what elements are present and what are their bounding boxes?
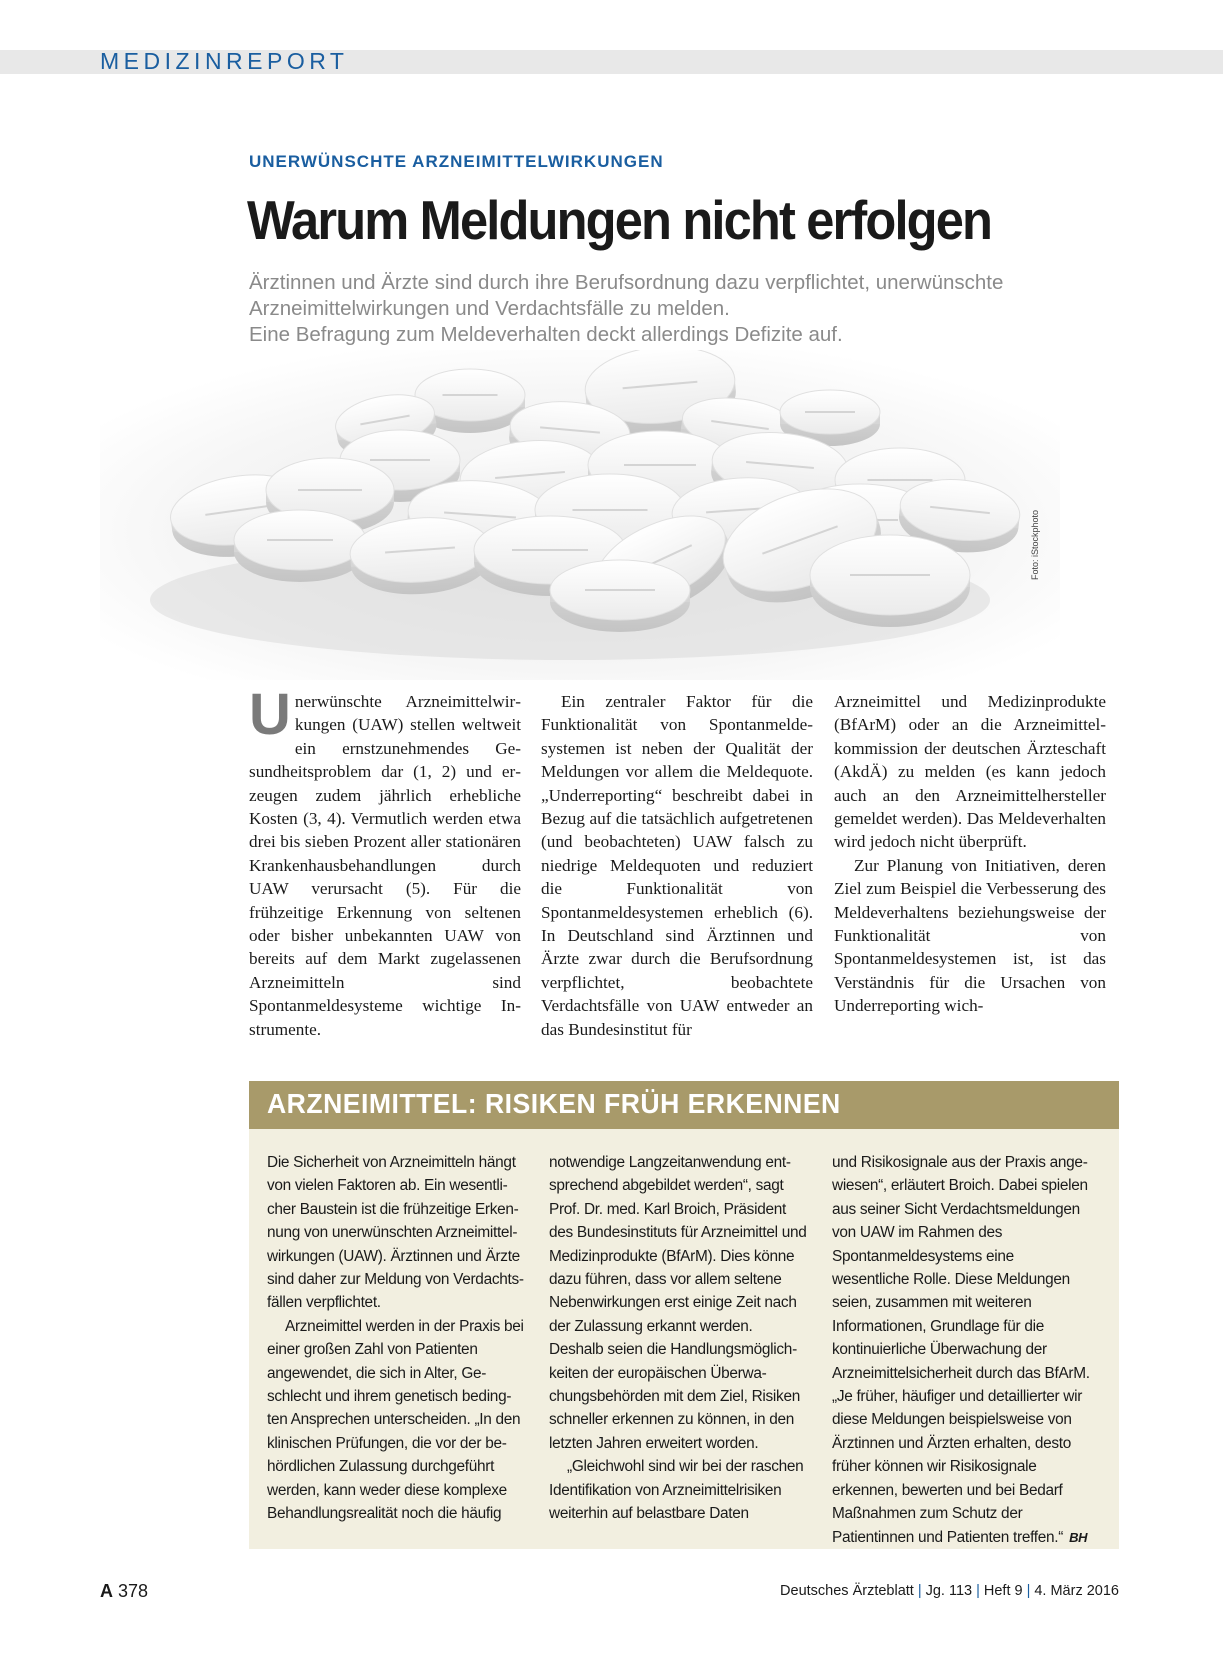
infobox-column-1 <box>267 1151 525 1526</box>
teaser-line: Eine Befragung zum Meldeverhalten deckt allerdings Defizite auf. <box>249 323 843 346</box>
paragraph: Die Sicherheit von Arzneimitteln hängt von vielen Faktoren ab. Ein wesentlicher Baustein ist die frühzeitige Erkennung von unerwünschten Arzneimittelwirkungen (UAW). Ärztinnen und Ärzte sind daher zur Meldung von Verdachtsfällen verpflichtet. <box>267 1154 524 1312</box>
paragraph: und Risikosignale aus der Praxis angewiesen“, erläutert Broich. Dabei spielen aus seiner Sicht Verdachtsmeldungen von UAW im Rahmen des Spontanmeldesystems eine wesentliche Rolle. Diese Meldungen seien, zusammen mit weiteren Informationen, Grundlage für die kontinuierliche Überwachung der Arzneimittelsicherheit durch das BfArM. „Je früher, häufiger und detaillierter wir diese Meldungen beispielsweise von Ärztinnen und Ärzten erhalten, desto früher können wir Risikosignale erkennen, bewerten und bei Bedarf Maßnahmen zum Schutz der Patientinnen und Patienten treffen.“ <box>832 1154 1090 1546</box>
teaser-line: Arzneimittelwirkungen und Verdachtsfälle zu melden. <box>249 297 730 320</box>
article-teaser <box>249 270 1129 348</box>
pill-shape <box>810 535 970 627</box>
paragraph: Ein zentraler Faktor für die Funktionalität von Spontanmeldesystemen ist neben der Qualität der Meldungen vor allem die Meldequote. „Underreporting“ beschreibt dabei in Bezug auf die tatsächlich aufgetretenen (und beobachteten) UAW falsch zu niedrige Meldequoten und reduziert die Funktionalität von Spontanmeldesystemen erheblich (6). In Deutschland sind Ärztinnen und Ärzte zwar durch die Berufsordnung verpflichtet, beobachtete Verdachtsfälle von UAW entweder an das Bundesinstitut für <box>541 692 813 1039</box>
article-column-3 <box>834 690 1106 1018</box>
journal-volume: Jg. 113 <box>925 1583 973 1599</box>
journal-footer: Deutsches Ärzteblatt | Jg. 113 | Heft 9 | 4. März 2016 <box>780 1583 1119 1599</box>
page-prefix: A <box>100 1581 113 1601</box>
drop-cap: U <box>249 682 291 747</box>
journal-date: 4. März 2016 <box>1034 1583 1119 1599</box>
infobox-column-3 <box>832 1151 1090 1549</box>
pills-photo <box>100 350 1060 680</box>
article-column-1 <box>249 682 521 1041</box>
pill-shape <box>234 510 366 582</box>
section-label: MEDIZINREPORT <box>100 48 349 74</box>
paragraph: notwendige Langzeitanwendung entsprechend abgebildet werden“, sagt Prof. Dr. med. Karl Broich, Präsident des Bundesinstituts für Arzneimittel und Medizinprodukte (BfArM). Dies könne dazu führen, dass vor allem seltene Nebenwirkungen erst einige Zeit nach der Zulassung erkannt werden. Deshalb seien die Handlungsmöglichkeiten der europäischen Überwachungsbehörden mit dem Ziel, Risiken schneller erkennen zu können, in den letzten Jahren erweitert worden. <box>549 1154 807 1452</box>
infobox-title-bar <box>249 1081 1119 1129</box>
pill-shape <box>550 560 690 632</box>
paragraph: Zur Planung von Initiativen, deren Ziel zum Beispiel die Verbesserung des Meldeverhaltens beziehungsweise der Funktionalität von Spontanmeldesystemen ist, ist das Verständnis für die Ursachen von Underreporting wich- <box>834 855 1106 1016</box>
journal-issue: Heft 9 <box>983 1583 1023 1599</box>
journal-name: Deutsches Ärzteblatt <box>780 1583 914 1599</box>
paragraph: Arzneimittel werden in der Praxis bei einer großen Zahl von Patienten angewendet, die sich in Alter, Geschlecht und ihrem genetisch bedingten Ansprechen unterscheiden. „In den klinischen Prüfungen, die vor der behördlichen Zulassung durchgeführt werden, kann weder diese komplexe Behandlungsrealität noch die häufig <box>267 1317 524 1523</box>
infobox-column-2 <box>549 1151 807 1526</box>
article-title: Warum Meldungen nicht erfolgen <box>247 189 992 251</box>
photo-credit: Foto: iStockphoto <box>1030 509 1040 580</box>
paragraph: „Gleichwohl sind wir bei der raschen Identifikation von Arzneimittelrisiken weiterhin auf belastbare Daten <box>549 1458 804 1523</box>
page-number-value: 378 <box>118 1581 149 1601</box>
infobox-title: ARZNEIMITTEL: RISIKEN FRÜH ERKENNEN <box>267 1088 841 1119</box>
article-kicker: UNERWÜNSCHTE ARZNEIMITTELWIRKUNGEN <box>249 152 664 171</box>
paragraph: Arzneimittel und Medizinprodukte (BfArM) oder an die Arzneimittelkommission der deutschen Ärzteschaft (AkdÄ) zu melden (es kann jedoch auch an den Arzneimittelhersteller gemeldet werden). Das Meldeverhalten wird jedoch nicht überprüft. <box>834 692 1106 852</box>
page-number <box>100 1581 148 1602</box>
author-signature: BH <box>1069 1529 1088 1545</box>
teaser-line: Ärztinnen und Ärzte sind durch ihre Berufsordnung dazu verpflichtet, unerwünschte <box>249 271 1004 294</box>
paragraph: nerwünschte Arzneimittelwirkungen (UAW) stellen weltweit ein ernstzunehmendes Gesundheitsproblem dar (1, 2) und erzeugen zudem jährlich erhebliche Kosten (3, 4). Vermutlich werden etwa drei bis sieben Prozent aller stationären Krankenhausbehandlungen durch UAW verursacht (5). Für die frühzeitige Erkennung von seltenen oder bisher unbekannten UAW von bereits auf dem Markt zugelassenen Arzneimitteln sind Spontanmeldesysteme wichtige Instrumente. <box>249 692 521 1039</box>
article-column-2 <box>541 690 813 1041</box>
